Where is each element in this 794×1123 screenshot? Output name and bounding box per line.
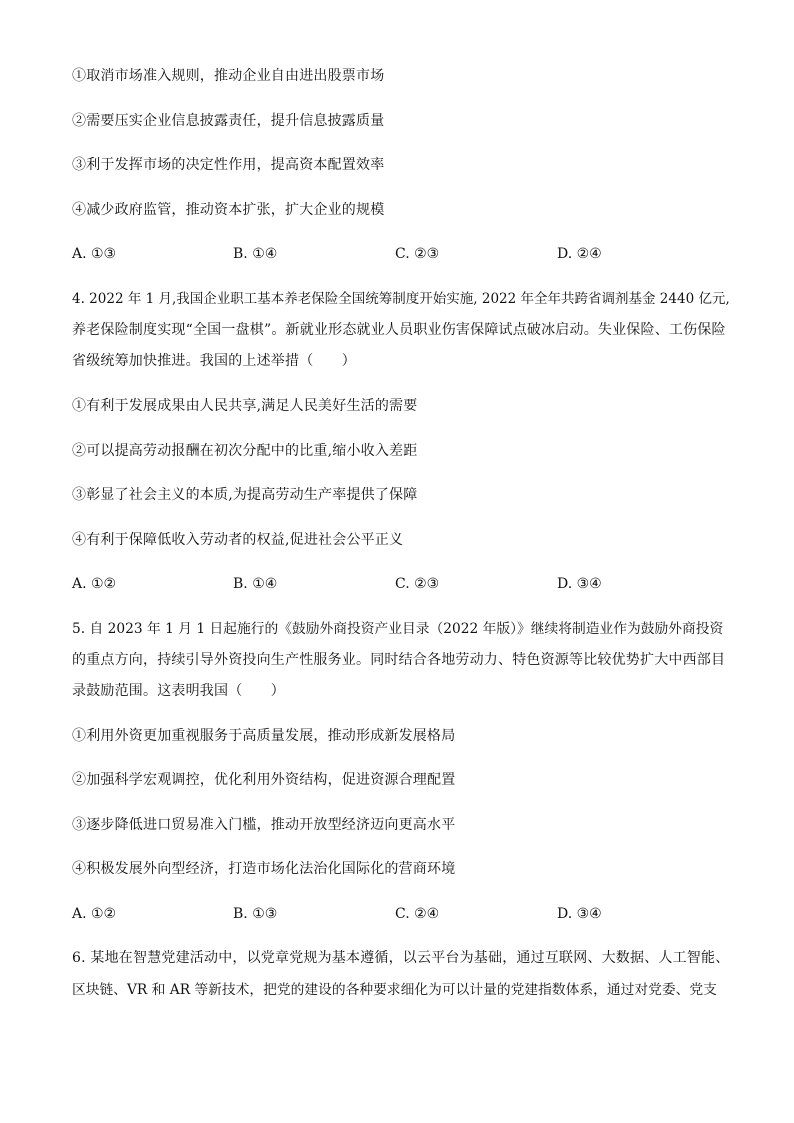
q4-item-3: ③彰显了社会主义的本质,为提高劳动生产率提供了保障 — [72, 487, 418, 503]
q5-item-1: ①利用外资更加重视服务于高质量发展，推动形成新发展格局 — [72, 728, 456, 744]
q5-item-2: ②加强科学宏观调控，优化利用外资结构，促进资源合理配置 — [72, 772, 456, 788]
q3-option-a: A. ①③ — [72, 246, 117, 262]
q4-stem-line-2: 养老保险制度实现“全国一盘棋”。新就业形态就业人员职业伤害保障试点破冰启动。失业保险、工伤保险 — [72, 322, 726, 338]
q5-item-3: ③逐步降低进口贸易准入门槛，推动开放型经济迈向更高水平 — [72, 817, 456, 833]
q5-stem-line-2: 的重点方向，持续引导外资投向生产性服务业。同时结合各地劳动力、特色资源等比较优势扩大中西部目 — [72, 652, 726, 668]
q3-item-1: ①取消市场准入规则，推动企业自由进出股票市场 — [72, 68, 385, 84]
q5-option-a: A. ①② — [72, 906, 117, 922]
q4-stem-line-3: 省级统筹加快推进。我国的上述举措（ ） — [72, 353, 356, 369]
q5-option-b: B. ①③ — [233, 906, 278, 922]
q4-option-d: D. ③④ — [557, 576, 602, 592]
q6-stem-line-2: 区块链、VR 和 AR 等新技术，把党的建设的各种要求细化为可以计量的党建指数体系，通过对党委、党支 — [72, 982, 717, 998]
q3-item-2: ②需要压实企业信息披露责任，提升信息披露质量 — [72, 113, 385, 129]
q5-option-d: D. ③④ — [557, 906, 602, 922]
q4-item-1: ①有利于发展成果由人民共享,满足人民美好生活的需要 — [72, 398, 418, 414]
q5-option-c: C. ②④ — [395, 906, 440, 922]
q3-option-b: B. ①④ — [233, 246, 278, 262]
q4-stem-line-1: 4. 2022 年 1 月,我国企业职工基本养老保险全国统筹制度开始实施, 2022 年全年共跨省调剂基金 2440 亿元, — [72, 291, 730, 307]
q4-item-4: ④有利于保障低收入劳动者的权益,促进社会公平正义 — [72, 532, 404, 548]
q3-option-d: D. ②④ — [557, 246, 602, 262]
q5-stem-line-1: 5. 自 2023 年 1 月 1 日起施行的《鼓励外商投资产业目录（2022 年版）》继续将制造业作为鼓励外商投资 — [72, 621, 724, 637]
q4-option-b: B. ①④ — [233, 576, 278, 592]
q4-option-c: C. ②③ — [395, 576, 440, 592]
q3-option-c: C. ②③ — [395, 246, 440, 262]
q3-item-4: ④减少政府监管，推动资本扩张，扩大企业的规模 — [72, 202, 385, 218]
q4-option-a: A. ①② — [72, 576, 117, 592]
q5-item-4: ④积极发展外向型经济，打造市场化法治化国际化的营商环境 — [72, 861, 456, 877]
q5-stem-line-3: 录鼓励范围。这表明我国（ ） — [72, 683, 285, 699]
q4-item-2: ②可以提高劳动报酬在初次分配中的比重,缩小收入差距 — [72, 443, 418, 459]
q6-stem-line-1: 6. 某地在智慧党建活动中，以党章党规为基本遵循，以云平台为基础，通过互联网、大数据、人工智能、 — [72, 950, 730, 966]
q3-item-3: ③利于发挥市场的决定性作用，提高资本配置效率 — [72, 157, 385, 173]
